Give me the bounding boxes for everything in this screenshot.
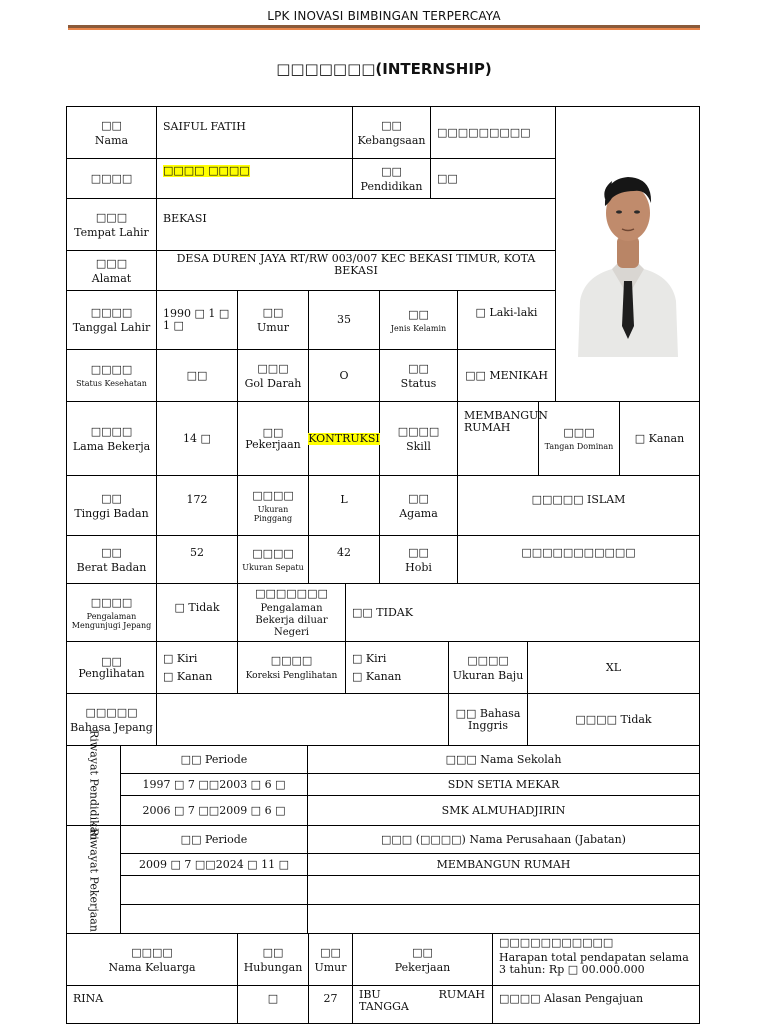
work-row-company: MEMBANGUN RUMAH — [308, 854, 699, 876]
waist-label: □□□□ Ukuran Pinggang — [238, 476, 309, 536]
org-name: LPK INOVASI BIMBINGAN TERPERCAYA — [267, 9, 501, 23]
work-row-period — [121, 905, 308, 934]
nationality-label: □□ Kebangsaan — [353, 107, 431, 159]
marital-label: □□ Status — [380, 350, 458, 402]
japan-visit-value: □ Tidak — [157, 584, 238, 642]
waist-value: L — [309, 476, 380, 536]
address-label: □□□ Alamat — [67, 251, 157, 291]
applicant-photo-cell — [556, 107, 699, 402]
applicant-photo — [572, 151, 684, 357]
family-name-header: □□□□ Nama Keluarga — [67, 934, 238, 986]
family-row-age: 27 — [309, 986, 353, 1023]
family-relation-header: □□ Hubungan — [238, 934, 309, 986]
work-row-company — [308, 876, 699, 905]
education-school-header: □□□ Nama Sekolah — [308, 746, 699, 774]
family-row-name: RINA — [67, 986, 238, 1023]
name-value: SAIFUL FATIH — [157, 107, 353, 159]
japan-visit-label: □□□□ Pengalaman Mengunjugi Jepang — [67, 584, 157, 642]
birthplace-label: □□□ Tempat Lahir — [67, 199, 157, 251]
blood-label: □□□ Gol Darah — [238, 350, 309, 402]
name-label: □□ Nama — [67, 107, 157, 159]
sex-value: □ Laki-laki — [458, 291, 556, 350]
weight-label: □□ Berat Badan — [67, 536, 157, 584]
income-expectation: □□□□□□□□□□□ Harapan total pendapatan selama 3 tahun: Rp □ 00.000.000 — [493, 934, 699, 986]
dob-label: □□□□ Tanggal Lahir — [67, 291, 157, 350]
kana-label: □□□□ — [67, 159, 157, 199]
family-age-header: □□ Umur — [309, 934, 353, 986]
skill-value: MEMBANGUN RUMAH — [458, 402, 539, 476]
abroad-work-label: □□□□□□□ Pengalaman Bekerja diluar Negeri — [238, 584, 346, 642]
kana-value: □□□□ □□□□ — [157, 159, 353, 199]
marital-value: □□ MENIKAH — [458, 350, 556, 402]
height-label: □□ Tinggi Badan — [67, 476, 157, 536]
age-value: 35 — [309, 291, 380, 350]
document-title: □□□□□□□(INTERNSHIP) — [276, 60, 492, 78]
weight-value: 52 — [157, 536, 238, 584]
health-label: □□□□ Status Kesehatan — [67, 350, 157, 402]
religion-value: □□□□□ ISLAM — [458, 476, 699, 536]
work-history-section: Riwayat Pekerjaan — [67, 826, 121, 934]
vision-value: □ Kiri □ Kanan — [157, 642, 238, 694]
education-row-period: 1997 □ 7 □□2003 □ 6 □ — [121, 774, 308, 796]
job-value: KONTRUKSI — [309, 402, 380, 476]
family-row-relation: □ — [238, 986, 309, 1023]
family-row-job: IBU RUMAH TANGGA — [353, 986, 493, 1023]
application-form-table — [66, 106, 700, 1024]
english-label: □□ Bahasa Inggris — [449, 694, 528, 746]
education-history-section: Riwayat Pendidikan — [67, 746, 121, 826]
health-value: □□ — [157, 350, 238, 402]
skill-label: □□□□ Skill — [380, 402, 458, 476]
abroad-work-value: □□ TIDAK — [346, 584, 699, 642]
vision-label: □□ Penglihatan — [67, 642, 157, 694]
education-label: □□ Pendidikan — [353, 159, 431, 199]
height-value: 172 — [157, 476, 238, 536]
work-row-period: 2009 □ 7 □□2024 □ 11 □ — [121, 854, 308, 876]
shirt-label: □□□□ Ukuran Baju — [449, 642, 528, 694]
hand-value: □ Kanan — [620, 402, 699, 476]
age-label: □□ Umur — [238, 291, 309, 350]
hobby-label: □□ Hobi — [380, 536, 458, 584]
work-row-period — [121, 876, 308, 905]
hobby-value: □□□□□□□□□□□ — [458, 536, 699, 584]
shoe-label: □□□□ Ukuran Sepatu — [238, 536, 309, 584]
vision-correction-label: □□□□ Koreksi Penglihatan — [238, 642, 346, 694]
nationality-value: □□□□□□□□□ — [431, 107, 556, 159]
education-row-school: SMK ALMUHADJIRIN — [308, 796, 699, 826]
education-row-period: 2006 □ 7 □□2009 □ 6 □ — [121, 796, 308, 826]
blood-value: O — [309, 350, 380, 402]
education-row-school: SDN SETIA MEKAR — [308, 774, 699, 796]
birthplace-value: BEKASI — [157, 199, 556, 251]
shoe-value: 42 — [309, 536, 380, 584]
education-value: □□ — [431, 159, 556, 199]
work-length-label: □□□□ Lama Bekerja — [67, 402, 157, 476]
work-row-company — [308, 905, 699, 934]
hand-label: □□□ Tangan Dominan — [539, 402, 620, 476]
english-value: □□□□ Tidak — [528, 694, 699, 746]
application-reason: □□□□ Alasan Pengajuan — [499, 992, 644, 1005]
work-length-value: 14 □ — [157, 402, 238, 476]
education-period-header: □□ Periode — [121, 746, 308, 774]
work-period-header: □□ Periode — [121, 826, 308, 854]
vision-correction-value: □ Kiri □ Kanan — [346, 642, 449, 694]
religion-label: □□ Agama — [380, 476, 458, 536]
work-company-header: □□□ (□□□□) Nama Perusahaan (Jabatan) — [308, 826, 699, 854]
sex-label: □□ Jenis Kelamin — [380, 291, 458, 350]
job-label: □□ Pekerjaan — [238, 402, 309, 476]
family-job-header: □□ Pekerjaan — [353, 934, 493, 986]
address-value: DESA DUREN JAYA RT/RW 003/007 KEC BEKASI TIMUR, KOTA BEKASI — [157, 251, 556, 291]
shirt-value: XL — [528, 642, 699, 694]
japanese-language-label: □□□□□ Bahasa Jepang — [67, 694, 157, 746]
dob-value: 1990 □ 1 □ 1 □ — [157, 291, 238, 350]
japanese-language-value — [157, 694, 449, 746]
header-rule-accent — [68, 28, 700, 30]
